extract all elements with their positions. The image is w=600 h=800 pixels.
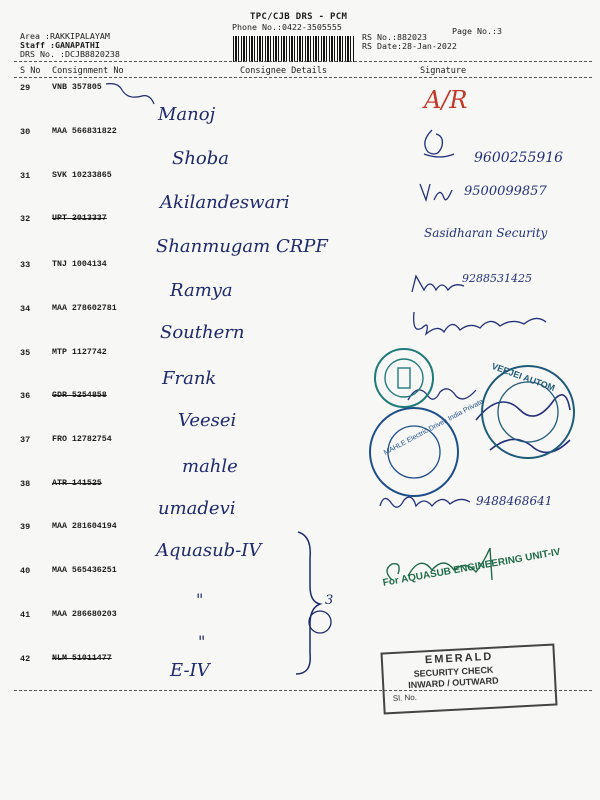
row-42-consignee: E-IV (170, 660, 210, 681)
row-40-sno: 40 (20, 566, 31, 576)
emerald-stamp-title: EMERALD (424, 650, 494, 667)
col-head-signature: Signature (420, 66, 467, 76)
row-36-consignment: GDR 5254858 (52, 391, 107, 400)
row-38-consignment: ATR 141525 (52, 479, 102, 488)
row-32-signature: Sasidharan Security (424, 226, 548, 240)
row-42-sno: 42 (20, 654, 31, 664)
row-39-consignment: MAA 281604194 (52, 522, 117, 531)
row-37-consignee: mahle (182, 456, 238, 477)
row-40-consignment: MAA 565436251 (52, 566, 117, 575)
pen-flourish (100, 80, 160, 110)
row-37-sno: 37 (20, 435, 31, 445)
row-34-consignment: MAA 278602781 (52, 304, 117, 313)
col-head-sno: S No (20, 66, 41, 76)
row-35-sno: 35 (20, 348, 31, 358)
row-37-consignment: FRO 12782754 (52, 435, 112, 444)
page-number: Page No.:3 (452, 26, 502, 36)
row-33-consignment: TNJ 1004134 (52, 260, 107, 269)
veejei-stamp-text: VEEJEI AUTOM (490, 360, 557, 394)
row-34-consignee: Southern (160, 322, 245, 343)
row-40-consignee-ditto: " (196, 590, 204, 609)
row-30-consignee: Shoba (172, 148, 230, 169)
row-36-consignee: Veesei (178, 410, 237, 431)
row-31-signature-mark (416, 178, 462, 208)
row-29-consignment: VNB 357805 (52, 83, 102, 92)
row-31-consignment: SVK 10233865 (52, 171, 112, 180)
row-29-sno: 29 (20, 83, 31, 93)
rs-date-field: RS Date:28-Jan-2022 (362, 41, 457, 51)
row-32-sno: 32 (20, 214, 31, 224)
header-rule-bottom (14, 77, 592, 78)
row-33-consignee: Ramya (170, 280, 233, 301)
sheet-title: TPC/CJB DRS - PCM (250, 12, 348, 22)
row-39-sno: 39 (20, 522, 31, 532)
rs-number-field: RS No.:882023 (362, 32, 427, 42)
row-31-sno: 31 (20, 171, 31, 181)
emerald-stamp-line2: INWARD / OUTWARD (407, 675, 499, 691)
col-head-consignment: Consignment No (52, 66, 124, 76)
row-30-sno: 30 (20, 127, 31, 137)
row-42-consignment: NLM 51011477 (52, 654, 112, 663)
row-34-sno: 34 (20, 304, 31, 314)
row-38-sno: 38 (20, 479, 31, 489)
row-31-consignee: Akilandeswari (160, 192, 290, 213)
row-38-signature: 9488468641 (476, 494, 553, 508)
row-29-signature: A/R (424, 86, 468, 114)
row-33-sno: 33 (20, 260, 31, 270)
area-field: Area :RAKKIPALAYAM (20, 31, 110, 41)
header-rule-top (14, 61, 592, 62)
row-30-signature-mark (414, 124, 474, 164)
row-33-signature: 9288531425 (462, 272, 532, 285)
row-41-consignee-ditto: " (198, 632, 206, 651)
row-32-consignment: UPT 2013337 (52, 214, 107, 223)
row-39-consignee: Aquasub-IV (156, 540, 262, 561)
phone-number: Phone No.:0422-3505555 (232, 22, 342, 32)
bracket-count: 3 (325, 593, 334, 608)
row-31-signature: 9500099857 (464, 184, 547, 199)
drs-number-field: DRS No. :DCJB8820238 (20, 49, 120, 59)
row-29-consignee: Manoj (158, 104, 216, 125)
row-30-consignment: MAA 566831822 (52, 127, 117, 136)
staff-field: Staff :GANAPATHI (20, 40, 100, 50)
row-30-signature: 9600255916 (474, 150, 564, 166)
company-seal-stamp (372, 346, 436, 410)
col-head-consignee: Consignee Details (240, 66, 327, 76)
row-34-signature-mark (408, 304, 558, 340)
row-35-consignee: Frank (162, 368, 217, 389)
mahle-stamp-text: MAHLE Electric Drives India Private (382, 398, 485, 457)
row-38-consignee: umadevi (158, 498, 236, 519)
emerald-stamp-line1: SECURITY CHECK (413, 664, 494, 679)
emerald-stamp (380, 643, 557, 714)
row-32-consignee: Shanmugam CRPF (156, 236, 328, 257)
emerald-stamp-line3: Sl. No. (392, 692, 418, 704)
row-33-signature-mark (408, 272, 468, 298)
aquasub-stamp: For AQUASUB ENGINEERING UNIT-IV (382, 546, 562, 589)
row-36-sno: 36 (20, 391, 31, 401)
row-41-consignment: MAA 286680203 (52, 610, 117, 619)
barcode (233, 36, 355, 62)
row-41-sno: 41 (20, 610, 31, 620)
grouping-bracket (290, 528, 350, 678)
row-35-consignment: MTP 1127742 (52, 348, 107, 357)
